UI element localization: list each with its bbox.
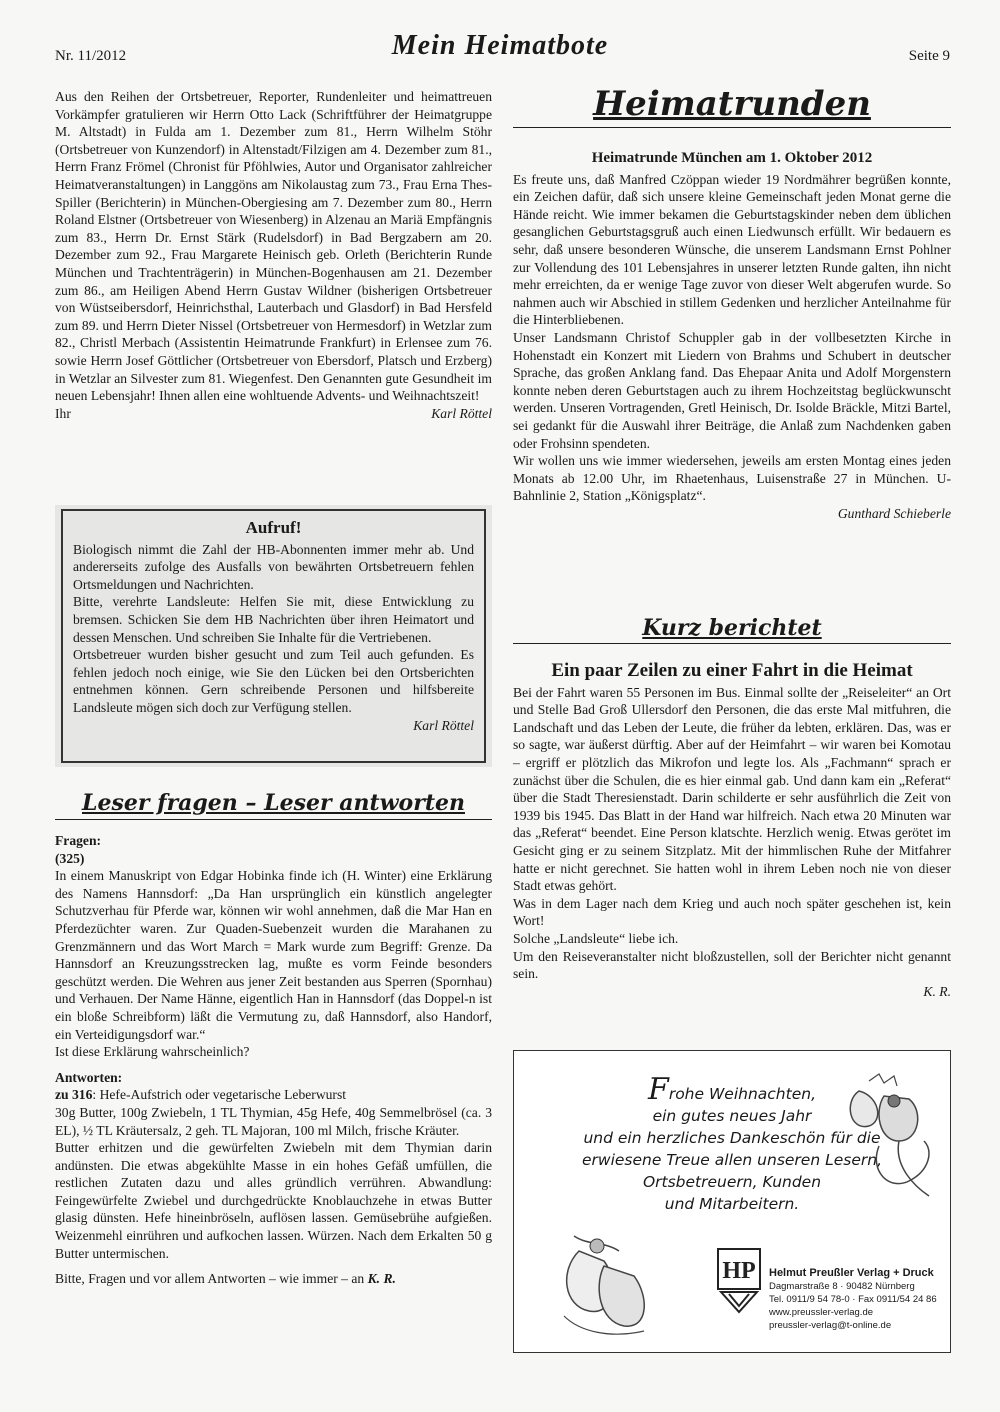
greetings-signature: Karl Röttel (431, 405, 492, 421)
kurz-section-title: Kurz berichtet (642, 615, 822, 641)
kurz-article-title: Ein paar Zeilen zu einer Fahrt in die Heimat (551, 660, 913, 681)
heimatrunde-signature: Gunthard Schieberle (837, 505, 951, 521)
heimatrunde-paragraph-3: Wir wollen uns wie immer wiedersehen, jeweils am ersten Montag eines jeden Monats ab 12.00 Uhr, im Rhaetenhaus, Luisenstraße 27 in München. U-Bahnlinie 2, Station „Königsplatz“. (513, 453, 951, 504)
aufruf-paragraph-1: Biologisch nimmt die Zahl der HB-Abonnenten immer mehr ab. Und andererseits zufolge des Ausfalls von bewährten Ortsbetreuern fehlen Ortsmeldungen und Nachrichten. (73, 541, 474, 592)
greetings-text: Aus den Reihen der Ortsbetreuer, Reporter, Rundenleiter und heimattreuen Vorkämpfer gratulieren wir Herrn Otto Lack (Schriftführer der Heimatgruppe M. Altstadt) in Fulda am 1. Dezember zum 81., Herrn Wilhelm Stöhr (Ortsbetreuer von Kunzendorf) in Altenstadt/Filzigen am 4. Dezember zum 81., Herrn Franz Frömel (Chronist für Pföhlwies, Autor und Organisator zahlreicher Heimatveranstaltungen) in Langgöns am Nikolaustag zum 73., Frau Erna Thes-Spiller (Berichterin) in München-Obergiesing am 7. Dezember zum 80., Herrn Roland Elstner (Ortsbetreuer von Wiesenberg) in Alzenau an Mariä Empfängnis zum 83., Herrn Dr. Ernst Stärk (Rudelsdorf) in Bad Bergzabern am 20. Dezember zum 92., Frau Margarete Heinisch geb. Orleth (Berichterin Runde München und Trachtenträgerin) in München-Bogenhausen am 21. Dezember zum 86., am Heiligen Abend Herrn Gustav Wildner (bisherigen Ortsbetreuer von Wüstseibersdorf, Heinrichsthal, Lauterbach und Glasdorf) in Bad Hersfeld zum 89. und Herrn Dieter Nissel (Ortsbetreuer von Hermesdorf) in Wetzlar zum 82., Christl Merbach (Assistentin Heimatrunde Frankfurt) in Erlensee zum 76. sowie Herrn Josef Göttlicher (Ortsbetreuer von Ebersdorf, Platsch und Erzberg) in Wetzlar an Silvester zum 81. Wiegenfest. Den Genannten gute Gesundheit im neuen Lebensjahr! Ihnen allen eine wohltuende Advents- und Weihnachtszeit! (55, 89, 492, 404)
answer-heading: : Hefe-Aufstrich oder vegetarische Leberwurst (92, 1087, 347, 1103)
bells-icon (549, 1221, 659, 1346)
svg-text:HP: HP (722, 1258, 756, 1284)
leser-section (55, 832, 492, 1288)
aufruf-signature: Karl Röttel (413, 717, 474, 733)
heimatrunde-paragraph-2: Unser Landsmann Christof Schuppler gab in der vollbesetzten Kirche in Hohenstadt ein Konzert mit Liedern von Brahms und Schubert in deutscher Sprache, das großen Anklang fand. Das Ehepaar Anita und Adolf Morgenstern konnte neben deren Geburtstagen auch zu ihrem Hochzeitstag beglückwunscht werden. Unseren Vortragenden, Gretl Heinisch, Dr. Isolde Bräckle, Mitzi Bartel, sei gedankt für die Auswahl ihrer Beiträge, die Anlaß zum Nachdenken gaben oder Frohsinn spendeten. (513, 329, 951, 451)
kurz-rule (513, 643, 951, 644)
aufruf-box (55, 505, 492, 767)
kurz-section (513, 662, 951, 1000)
bells-ribbon-icon (839, 1071, 944, 1206)
aufruf-title: Aufruf! (245, 518, 302, 537)
publisher-info (769, 1267, 989, 1332)
aufruf-paragraph-2: Bitte, verehrte Landsleute: Helfen Sie mit, diese Entwicklung zu bremsen. Schicken Sie dem HB Nachrichten über ihren Heimatort und dessen Menschen. Und schreiben Sie Inhalte für die Vertriebenen. (73, 594, 474, 645)
issue-number: Nr. 11/2012 (55, 48, 127, 64)
ad-line-2: ein gutes neues Jahr (652, 1107, 812, 1125)
answer-reference: zu 316 (55, 1087, 93, 1103)
publisher-phone: Tel. 0911/9 54 78-0 · Fax 0911/54 24 86 (769, 1294, 937, 1305)
leser-closing-text: Bitte, Fragen und vor allem Antworten – wie immer – an (55, 1271, 365, 1287)
kurz-paragraph-4: Um den Reiseveranstalter nicht bloßzustellen, soll der Berichter nicht genannt sein. (513, 948, 951, 982)
heimatrunde-paragraph-1: Es freute uns, daß Manfred Czöppan wieder 19 Nordmährer begrüßen konnte, ein Zeichen dafür, daß sich unsere kleine Gemeinschaft jeden Monat gerne die Hände reicht. Wie immer bekamen die Geburtstagskinder neben dem üblichen gesanglichen Geburtstagsgruß auch einen Liedwunsch erfüllt. Wir bedauern es sehr, daß unsere besonderen Wünsche, die unserem Landsmann Ernst Pohlner zur Vollendung des 101 Lebensjahres in unserer letzten Runde galten, ihn nicht mehr erreichten, da er wenige Tage zuvor von dieser Welt abgerufen wurde. So nahmen auch wir Abschied in stillem Gedenken und herzlicher Anteilnahme für die Hinterbliebenen. (513, 171, 951, 328)
birthday-greetings (55, 88, 492, 422)
leser-rule (55, 819, 492, 820)
question-end: Ist diese Erklärung wahrscheinlich? (55, 1044, 250, 1060)
greetings-closing: Ihr (55, 405, 71, 421)
hp-publisher-logo (717, 1248, 761, 1314)
page-number: Seite 9 (908, 48, 950, 64)
heimatrunden-rule (513, 127, 951, 128)
ad-line-4: erwiesene Treue allen unseren Lesern, (581, 1151, 882, 1169)
ad-line-6: und Mitarbeitern. (664, 1195, 800, 1213)
aufruf-paragraph-3: Ortsbetreuer wurden bisher gesucht und zum Teil auch gefunden. Es fehlen jedoch noch einige, wie Sie den Lücken bei den Ortsberichten entnehmen können. Gern schreibende Personen und hilfsbereite Landsleute mögen sich doch zur Verfügung stellen. (73, 647, 474, 715)
kurz-paragraph-2: Was in dem Lager nach dem Krieg und auch noch später geschehen ist, kein Wort! (513, 895, 951, 929)
heimatrunden-section (513, 150, 951, 522)
antworten-label: Antworten: (55, 1069, 123, 1085)
ad-line-3: und ein herzliches Dankeschön für die (583, 1129, 881, 1147)
heimatrunden-section-title: Heimatrunden (593, 84, 871, 124)
leser-section-title: Leser fragen – Leser antworten (82, 790, 465, 816)
answer-steps: Butter erhitzen und die gewürfelten Zwiebeln mit dem Thymian darin andünsten. Die etwas abgekühlte Masse in ein hohes Gefäß umfüllen, die restlichen Zutaten dazu und alles gründlich verrühren. Abwandlung: Feingewürfelte Zwiebel und durchgedrückte Knoblauchzehe in etwas Butter glasig dünsten. Hefe hineinbröseln, auflösen lassen. Gemüsebrühe aufgießen. Weizenmehl einrühren und aufkochen lassen. Würzen. Nach dem Erkalten 50 g Butter untermischen. (55, 1140, 492, 1261)
ad-line-5: Ortsbetreuern, Kunden (642, 1173, 822, 1191)
publisher-website: www.preussler-verlag.de (769, 1307, 874, 1318)
heimatrunde-subhead: Heimatrunde München am 1. Oktober 2012 (591, 150, 873, 166)
christmas-advertisement (513, 1050, 951, 1353)
publisher-email: preussler-verlag@t-online.de (769, 1320, 892, 1331)
question-text: In einem Manuskript von Edgar Hobinka finde ich (H. Winter) eine Erklärung des Namens Hannsdorf: „Da Han ursprünglich ein künstlich angelegter Schutzverhau für Pferde war, können wir wohl annehmen, daß die Mar Han en Pferdezüchter waren. Zur Quaden-Suebenzeit wurden die Marahanen zu Grenzmännern und das Wort March = Mark wurde zum Begriff: Grenze. Da Hannsdorf an Kreuzungsstrecken lag, mußte es vorm Feinde besonders geschützt werden. Die Wehren aus jener Zeit bestanden aus Sperren (Spornhau) und Verhauen. Der Name Hänne, eigentlich Han in Hannsdorf (das Doppel-n ist ein bloße Schreibform) läßt die Vermutung zu, daß Hannsdorf, also Handorf, ein Verteidigungsdorf war.“ (55, 868, 492, 1042)
kurz-signature: K. R. (923, 983, 951, 999)
fragen-label: Fragen: (55, 833, 102, 848)
kurz-paragraph-1: Bei der Fahrt waren 55 Personen im Bus. Einmal sollte der „Reiseleiter“ an Ort und Stelle Bad Groß Ullersdorf den Personen, die das erste Mal mitfuhren, die Landschaft und das Leben der Leute, die früher da lebten, erklären. Das, was er so sagte, war äußerst dürftig. Aber auf der Heimfahrt – wir waren bei Komotau – ergriff er plötzlich das Mikrofon und legte los. Als „Fachmann“ sprach er zunächst über die Schulen, die es hier einmal gab. Und dann kam ein „Referat“ über die Stadt Theresienstadt. Darin schilderte er sehr ausführlich die Zeit von 1939 bis 1945. Das Blatt in der Hand war hilfreich. Nach etwa 20 Minuten war das „Referat“ beendet. Eine Person klatschte. Herzlich wenig. Etwas gerötet im Gesicht ging er zu seinem Sitzplatz. Mit der himmlischen Ruhe der Mitfahrer hatte er nicht gerechnet. Sie hatten wohl in ihrem Leben noch nie von dieser Stadt etwas gehört. (513, 684, 951, 894)
ad-line-1: rohe Weihnachten, (668, 1085, 816, 1103)
leser-closing-signature: K. R. (367, 1271, 396, 1287)
question-number: (325) (55, 850, 85, 866)
publisher-name: Helmut Preußler Verlag + Druck (769, 1267, 934, 1279)
kurz-paragraph-3: Solche „Landsleute“ liebe ich. (513, 930, 679, 946)
greetings-signature-row (55, 405, 492, 423)
publisher-address: Dagmarstraße 8 · 90482 Nürnberg (769, 1281, 915, 1292)
ad-initial: F (648, 1072, 669, 1107)
masthead-logo: Mein Heimatbote (391, 30, 609, 61)
answer-ingredients: 30g Butter, 100g Zwiebeln, 1 TL Thymian, 45g Hefe, 40g Semmelbrösel (ca. 3 EL), ½ TL Kräutersalz, 2 geh. TL Majoran, 100 ml Milch, frische Kräuter. (55, 1104, 492, 1138)
